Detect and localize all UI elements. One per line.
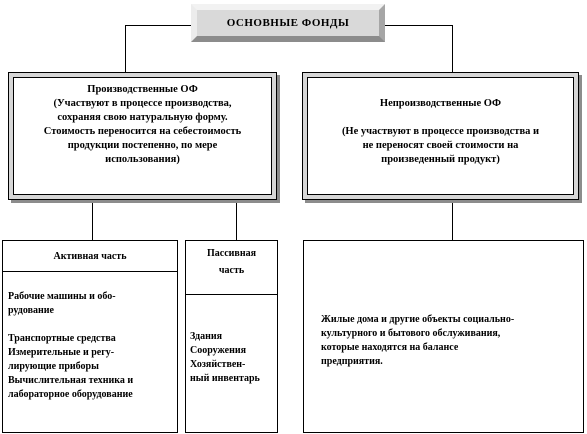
nonproduction-of-title: Непроизводственные ОФ	[379, 98, 502, 109]
passive-part-body	[185, 294, 278, 433]
active-part-body	[2, 271, 178, 433]
connector-production-vertical	[125, 25, 126, 72]
nonproduction-of-line: произведенный продукт)	[381, 154, 500, 165]
passive-part-item: Хозяйствен-	[190, 359, 246, 370]
active-part-item: Рабочие машины и обо-	[8, 291, 116, 302]
active-part-item: лирующие приборы	[8, 361, 99, 372]
nonproduction-description-line: культурного и бытового обслуживания,	[321, 328, 501, 339]
active-part-item: рудование	[8, 305, 54, 316]
passive-part-item: Здания	[190, 331, 223, 342]
active-part-header	[2, 240, 178, 272]
active-part-item: лабораторное оборудование	[8, 389, 133, 400]
connector-active-vertical	[92, 200, 93, 240]
nonproduction-description-line: Жилые дома и другие объекты социально-	[321, 314, 515, 325]
production-of-line: использования)	[105, 154, 180, 165]
nonproduction-description-box	[303, 240, 584, 433]
root-title-text: ОСНОВНЫЕ ФОНДЫ	[226, 17, 350, 29]
nonproduction-of-line: не переносят своей стоимости на	[362, 140, 519, 151]
production-of-line: (Участвуют в процессе производства,	[53, 98, 232, 109]
production-of-line: сохраняя свою натуральную форму.	[57, 112, 228, 123]
root-title	[191, 4, 385, 42]
active-part-item: Вычислительная техника и	[8, 375, 134, 386]
connector-nonprod-desc-vertical	[452, 200, 453, 240]
production-of-box	[8, 72, 277, 200]
passive-part-item: ный инвентарь	[190, 373, 260, 384]
passive-part-title: Пассивная	[207, 248, 256, 259]
connector-title-horizontal	[125, 25, 192, 26]
connector-nonproduction-vertical	[452, 25, 453, 72]
nonproduction-of-line: (Не участвуют в процессе производства и	[341, 126, 540, 137]
passive-part-title: часть	[218, 265, 245, 276]
active-part-item: Транспортные средства	[8, 333, 116, 344]
production-of-line: продукции постепенно, по мере	[67, 140, 218, 151]
nonproduction-description-line: которые находятся на балансе	[321, 342, 459, 353]
production-of-line: Стоимость переносится на себестоимость	[43, 126, 242, 137]
passive-part-item: Сооружения	[190, 345, 247, 356]
production-of-title: Производственные ОФ	[87, 84, 198, 95]
active-part-item: Измерительные и регу-	[8, 347, 115, 358]
passive-part-header	[185, 240, 278, 295]
connector-title-horizontal-right	[385, 25, 453, 26]
active-part-title: Активная часть	[53, 251, 127, 262]
nonproduction-description-line: предприятия.	[321, 356, 383, 367]
connector-passive-vertical	[236, 200, 237, 240]
nonproduction-of-box	[302, 72, 579, 200]
